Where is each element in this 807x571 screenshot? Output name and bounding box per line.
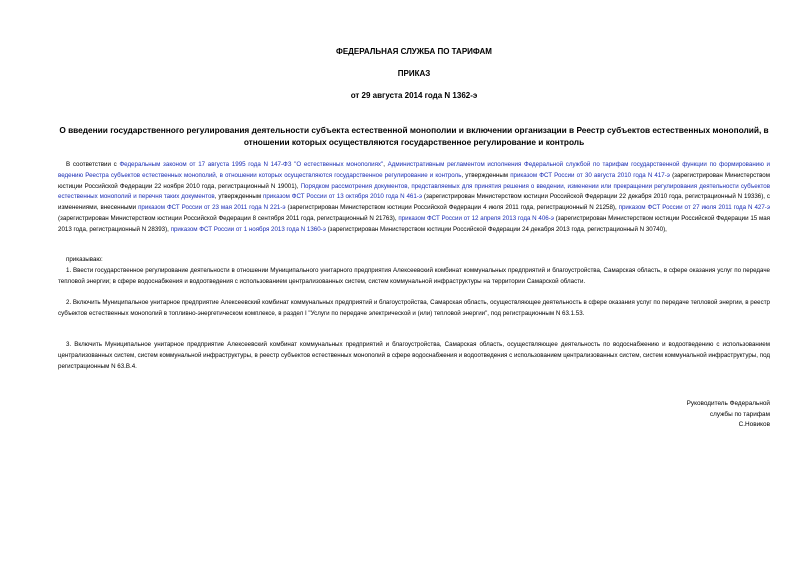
signature-block xyxy=(687,399,770,431)
legal-reference-link[interactable]: Административным регламентом исполнения Федеральной службой по тарифам государственной функции по формированию и ведению Реестра субъектов естественных монополий, в отношении которых осуществляются государственное регулирование и контроль xyxy=(58,161,771,179)
preamble-segment: (зарегистрирован Министерством юстиции Российской Федерации 24 декабря 2013 года, регистрационный N 30740), xyxy=(325,225,667,233)
preamble-paragraph xyxy=(58,160,770,236)
legal-reference-link[interactable]: Порядком рассмотрения документов, представляемых для принятия решения о введении, изменении или прекращении регулирования деятельности субъектов естественных монополий и перечня таких документов xyxy=(58,182,770,201)
legal-reference-link[interactable]: Федеральным законом от 17 августа 1995 года N 147-ФЗ "О естественных монополиях" xyxy=(119,161,384,168)
legal-reference-link[interactable]: приказом ФСТ России от 30 августа 2010 года N 417-э xyxy=(510,171,670,179)
preamble-text xyxy=(58,160,770,236)
preamble-segment: (зарегистрирован Министерством юстиции Российской Федерации 4 июля 2011 года, регистрационный N 21258), xyxy=(285,204,619,212)
preamble-segment: (зарегистрирован Министерством юстиции Российской Федерации 22 ноября 2010 года, регистрационный N 19001), xyxy=(58,171,770,190)
agency-heading: ФЕДЕРАЛЬНАЯ СЛУЖБА ПО ТАРИФАМ xyxy=(336,47,492,56)
preamble-segment: , утвержденным xyxy=(214,193,263,201)
order-item-text: 1. Ввести государственное регулирование деятельности в отношении Муниципального унитарного предприятия Алексеевский комбинат коммунальных предприятий и благоустройства, Самарская область, в сфере оказания услуг по передаче тепловой энергии; в сфере водоснабжения и водоотведения с использованием централизованных систем, систем коммунальной инфраструктуры на территории Самарской области. xyxy=(58,267,770,285)
doc-type-heading: ПРИКАЗ xyxy=(397,69,431,78)
date-number-heading: от 29 августа 2014 года N 1362-э xyxy=(350,91,478,100)
preamble-segment: (зарегистрирован Министерством юстиции Российской Федерации 8 сентября 2011 года, регистрационный N 21763), xyxy=(58,214,399,222)
order-word xyxy=(58,255,770,266)
preamble-segment: , xyxy=(383,161,388,168)
order-item-text: 2. Включить Муниципальное унитарное предприятие Алексеевский комбинат коммунальных предприятий и благоустройства, Самарская область, осуществляющее деятельность в сфере оказания услуг по передаче тепловой энергии, в реестр субъектов естественных монополий в топливно-энергетическом комплексе, в раздел I "Услуги по передаче электрической и (или) тепловой энергии", под регистрационным N 63.1.53. xyxy=(58,299,770,317)
order-item-2 xyxy=(58,298,770,320)
signature-position-line1: Руководитель Федеральной xyxy=(686,400,770,407)
document-title: О введении государственного регулирования деятельности субъекта естественной монополии и включении организации в Реестр субъектов естественных монополий, в отношении которых осуществляются государственное регулирование и контроль xyxy=(59,125,769,147)
legal-reference-link[interactable]: приказом ФСТ России от 23 мая 2011 года N 221-э xyxy=(138,204,286,212)
prikazyvayu-text: приказываю: xyxy=(66,256,103,263)
legal-reference-link[interactable]: приказом ФСТ России от 1 ноября 2013 года N 1360-э xyxy=(170,225,326,233)
legal-reference-link[interactable]: приказом ФСТ России от 12 апреля 2013 года N 406-э xyxy=(398,214,554,222)
legal-reference-link[interactable]: приказом ФСТ России от 13 октября 2010 года N 461-э xyxy=(262,193,423,201)
preamble-segment: В соответствии с xyxy=(66,161,120,168)
signature-name: С.Новиков xyxy=(738,421,770,428)
order-item-1 xyxy=(58,266,770,288)
order-item-text: 3. Включить Муниципальное унитарное предприятие Алексеевский комбинат коммунальных предприятий и благоустройства, Самарская область, осуществляющее деятельность по водоснабжению и водоотведению с использованием централизованных систем, систем коммунальной инфраструктуры, в реестр субъектов естественных монополий в сфере водоснабжения и водоотведения с использованием централизованных систем, систем коммунальной инфраструктуры, под регистрационным N 63.В.4. xyxy=(58,341,770,370)
preamble-segment: , утвержденным xyxy=(461,171,511,179)
preamble-segment: (зарегистрирован Министерством юстиции Российской Федерации 15 мая 2013 года, регистрационный N 28393), xyxy=(58,214,771,233)
preamble-segment: (зарегистрирован Министерством юстиции Российской Федерации 22 декабря 2010 года, регистрационный N 19336), с изменениями, внесенными xyxy=(58,193,770,212)
signature-position-line2: службы по тарифам xyxy=(709,410,770,418)
legal-reference-link[interactable]: приказом ФСТ России от 27 июля 2011 года N 427-э xyxy=(618,204,770,212)
order-item-3 xyxy=(58,340,770,372)
